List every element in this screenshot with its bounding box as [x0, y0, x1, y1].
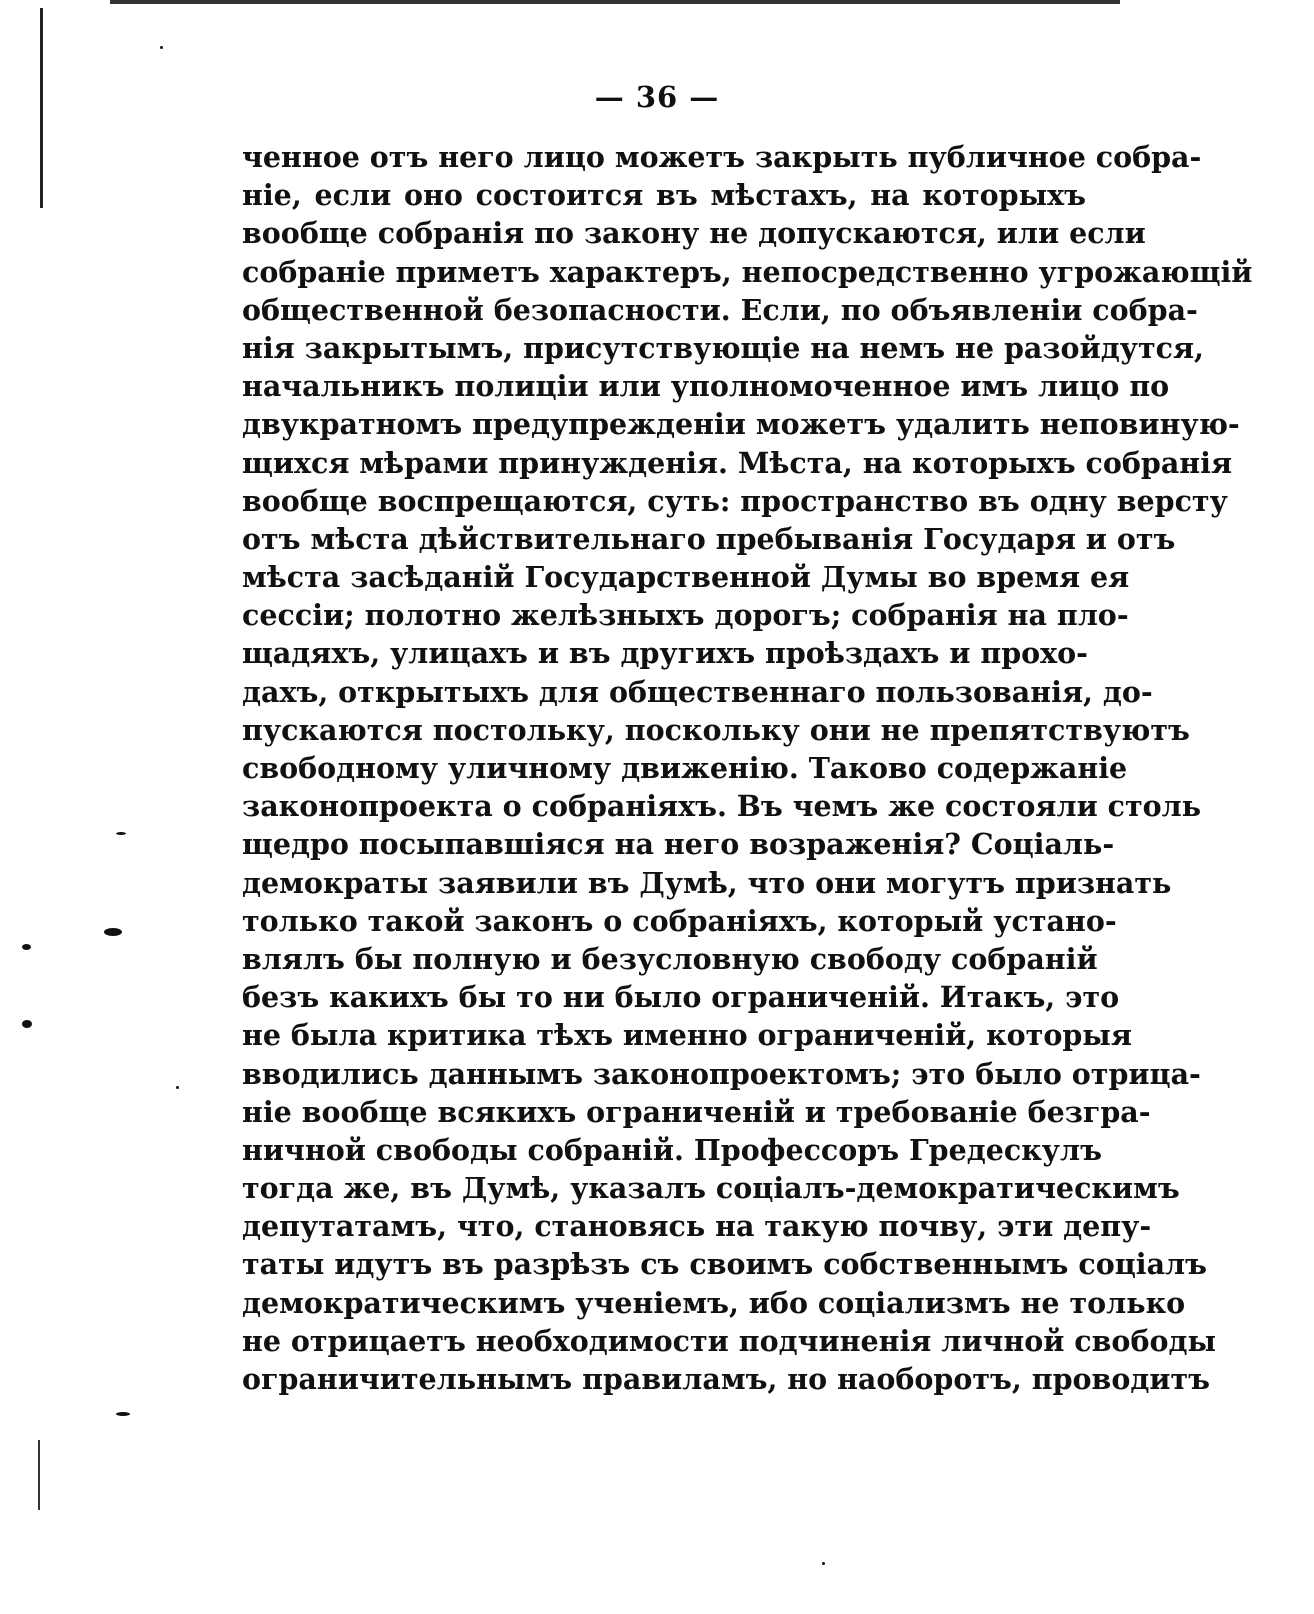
text-line: демократы заявили въ Думѣ, что они могутъ признать	[242, 865, 1172, 900]
ink-speck	[104, 928, 122, 936]
ink-speck	[116, 832, 126, 835]
text-line: щадяхъ, улицахъ и въ другихъ проѣздахъ и прохо-	[242, 636, 1088, 671]
text-line: начальникъ полиціи или уполномоченное имъ лицо по	[242, 369, 1170, 404]
ink-speck	[822, 1562, 825, 1565]
text-line: таты идутъ въ разрѣзъ съ своимъ собственнымъ соціалъ	[242, 1247, 1208, 1282]
text-line: щихся мѣрами принужденія. Мѣста, на которыхъ собранія	[242, 445, 1233, 480]
text-line: ничной свободы собраній. Профессоръ Гредескулъ	[242, 1132, 1103, 1167]
text-line: вводились даннымъ законопроектомъ; это было отрица-	[242, 1056, 1201, 1091]
text-line: депутатамъ, что, становясь на такую почву, эти депу-	[242, 1209, 1152, 1244]
text-line: законопроекта о собраніяхъ. Въ чемъ же состояли столь	[242, 789, 1202, 824]
text-line: только такой законъ о собраніяхъ, который устано-	[242, 903, 1117, 938]
text-line: вообще воспрещаются, суть: пространство въ одну версту	[242, 483, 1228, 518]
text-line: сессіи; полотно желѣзныхъ дорогъ; собранія на пло-	[242, 598, 1129, 633]
text-line: отъ мѣста дѣйствительнаго пребыванія Государя и отъ	[242, 521, 1176, 556]
text-line: ніе, если оно состоится въ мѣстахъ, на которыхъ	[242, 178, 1086, 213]
text-line: собраніе приметъ характеръ, непосредственно угрожающій	[242, 254, 1253, 289]
text-line: безъ какихъ бы то ни было ограниченій. Итакъ, это	[242, 980, 1120, 1015]
ink-speck	[176, 1086, 179, 1089]
text-line: нія закрытымъ, присутствующіе на немъ не разойдутся,	[242, 330, 1204, 365]
page-number: — 36 —	[594, 80, 720, 114]
text-line: двукратномъ предупрежденіи можетъ удалить неповиную-	[242, 407, 1240, 442]
text-line: ограничительнымъ правиламъ, но наоборотъ, проводитъ	[242, 1362, 1210, 1396]
binding-rule-bottom	[38, 1440, 40, 1510]
text-line: влялъ бы полную и безусловную свободу собраній	[242, 941, 1098, 976]
text-line: ченное отъ него лицо можетъ закрыть публичное собра-	[242, 140, 1202, 174]
top-border-line	[110, 0, 1120, 4]
text-line: дахъ, открытыхъ для общественнаго пользованія, до-	[242, 674, 1153, 709]
binding-edge	[0, 0, 50, 1614]
text-line: щедро посыпавшіяся на него возраженія? Соціаль-	[242, 827, 1115, 862]
text-line: пускаются постольку, поскольку они не препятствуютъ	[242, 712, 1190, 747]
ink-speck	[116, 1412, 130, 1416]
body-text	[242, 138, 1253, 1398]
ink-speck	[22, 944, 31, 950]
text-line: вообще собранія по закону не допускаются, или если	[242, 216, 1146, 251]
text-line: не отрицаетъ необходимости подчиненія личной свободы	[242, 1323, 1217, 1358]
text-line: не была критика тѣхъ именно ограниченій, которыя	[242, 1018, 1132, 1053]
ink-speck	[160, 46, 163, 49]
text-line: тогда же, въ Думѣ, указалъ соціалъ-демократическимъ	[242, 1171, 1180, 1206]
text-line: свободному уличному движенію. Таково содержаніе	[242, 751, 1128, 785]
text-line: ніе вообще всякихъ ограниченій и требованіе безгра-	[242, 1094, 1151, 1129]
text-line: демократическимъ ученіемъ, ибо соціализмъ не только	[242, 1285, 1186, 1320]
text-line: мѣста засѣданій Государственной Думы во время ея	[242, 560, 1130, 595]
text-line: общественной безопасности. Если, по объявленіи собра-	[242, 292, 1198, 327]
ink-speck	[22, 1020, 32, 1028]
